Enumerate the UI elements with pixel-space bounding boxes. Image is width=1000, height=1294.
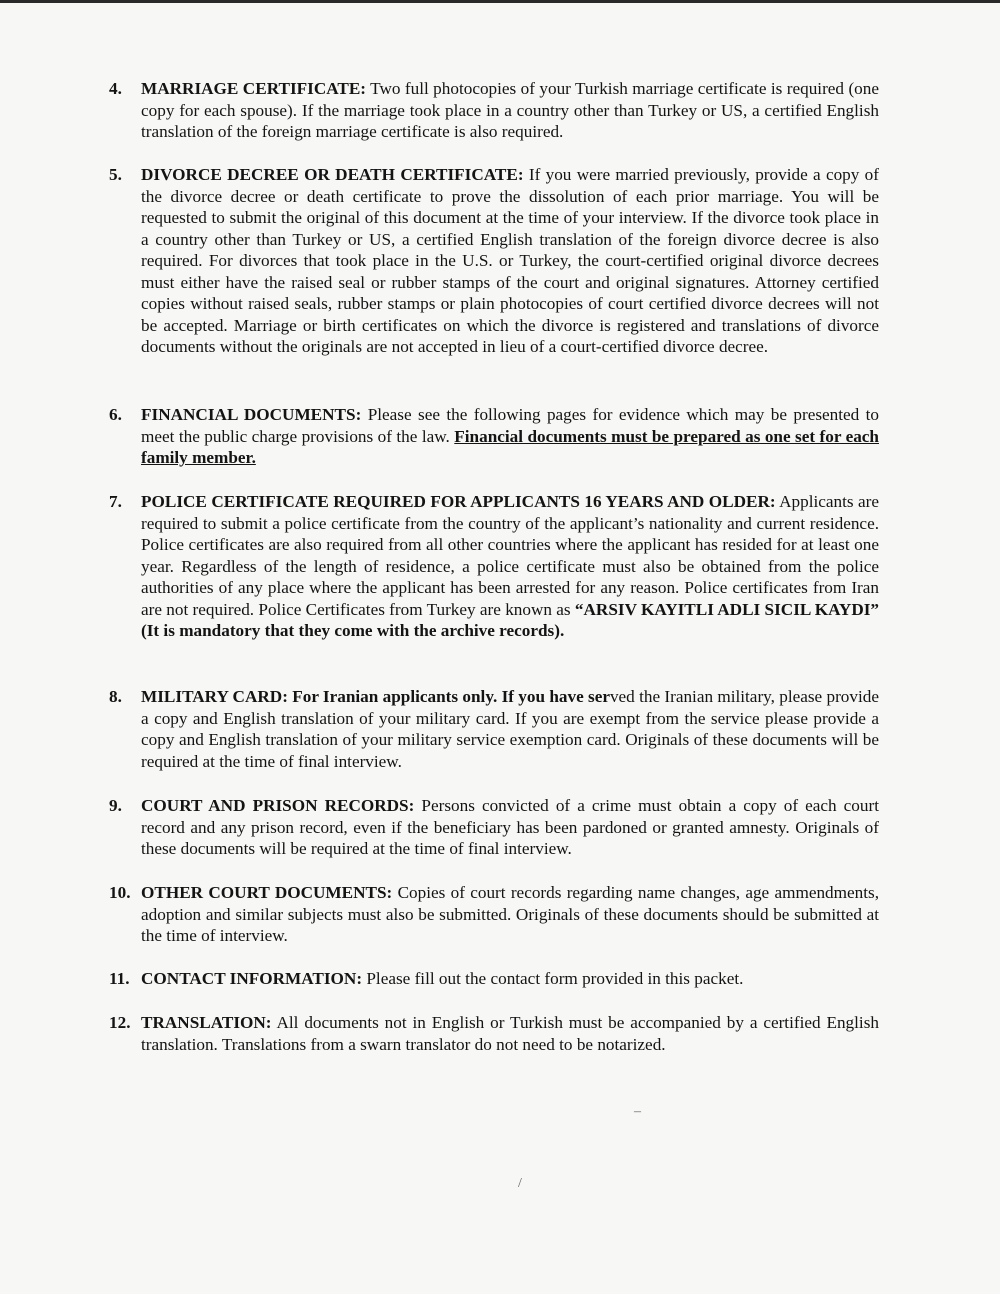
item-text: Two full photocopies of your Turkish marriage certificate is required (one copy for each spouse). If the marriage took place in a country other than Turkey or US, a certified English translation of the foreign marriage certificate is also required.: [141, 79, 879, 141]
list-item-translation: [109, 1012, 879, 1055]
item-heading: DIVORCE DECREE OR DEATH CERTIFICATE:: [141, 165, 524, 184]
item-heading: OTHER COURT DOCUMENTS:: [141, 883, 393, 902]
item-number: 8.: [109, 687, 122, 706]
item-text: Please see the following pages for evidence which may be presented to meet the public charge provisions of the law.: [141, 405, 880, 446]
list-item-divorce-decree: [109, 164, 879, 358]
item-number: 4.: [109, 79, 122, 98]
item-number: 12.: [109, 1013, 131, 1032]
item-text: ved the Iranian military, please provide a copy and English translation of your military card. If you are exempt from the service please provide a copy and English translation of your military service exemption card. Originals of these documents will be required at the time of final interview.: [141, 687, 879, 771]
item-text: If you were married previously, provide a copy of the divorce decree or death certificate to prove the dissolution of each prior marriage. You will be requested to submit the original of this document at the time of your interview. If the divorce took place in a country other than Turkey or US, a certified English translation of the foreign divorce decree is also required. For divorces that took place in the U.S. or Turkey, the court-certified original divorce decrees must either have the raised seal or rubber stamps of the court and original signatures. Attorney certified copies without raised seals, rubber stamps or plain photocopies of court certified divorce decrees will not be accepted. Marriage or birth certificates on which the divorce is registered and translations of divorce documents without the originals are not accepted in lieu of a court-certified divorce decree.: [141, 165, 879, 356]
item-number: 9.: [109, 796, 122, 815]
item-number: 5.: [109, 165, 122, 184]
page-top-edge: [0, 0, 1000, 3]
item-emphasis: “ARSIV KAYITLI ADLI SICIL KAYDI” (It is mandatory that they come with the archive records).: [141, 599, 880, 640]
item-text: Applicants are required to submit a police certificate from the country of the applicant’s nationality and current residence. Police certificates are also required from all other countries where the applicant has resided for at least one year. Regardless of the length of residence, a police certificate must also be obtained from the police authorities of any place where the applicant has been arrested for any reason. Police certificates from Iran are not required. Police Certificates from Turkey are known as: [141, 492, 879, 619]
list-item-other-court-documents: [109, 882, 879, 947]
list-item-court-prison-records: [109, 795, 879, 860]
item-heading: COURT AND PRISON RECORDS:: [141, 796, 415, 815]
item-heading: POLICE CERTIFICATE REQUIRED FOR APPLICANTS 16 YEARS AND OLDER:: [141, 492, 776, 511]
item-text: Please fill out the contact form provided in this packet.: [366, 969, 744, 988]
scan-mark: /: [518, 1176, 522, 1191]
item-text: Copies of court records regarding name changes, age ammendments, adoption and similar subjects must also be submitted. Originals of these documents should be submitted at the time of interview.: [141, 883, 880, 945]
scan-mark: –: [634, 1104, 641, 1119]
item-number: 10.: [109, 883, 131, 902]
list-item-contact-information: [109, 968, 879, 990]
item-heading: MILITARY CARD: For Iranian applicants only. If you have ser: [141, 687, 610, 706]
item-heading: MARRIAGE CERTIFICATE:: [141, 79, 367, 98]
list-item-marriage-certificate: [109, 78, 879, 143]
item-number: 6.: [109, 405, 122, 424]
list-item-financial-documents: [109, 404, 879, 469]
item-emphasis: Financial documents must be prepared as one set for each family member.: [141, 426, 879, 467]
item-text: Persons convicted of a crime must obtain a copy of each court record and any prison record, even if the beneficiary has been pardoned or granted amnesty. Originals of these documents will be required at the time of final interview.: [141, 796, 879, 858]
item-text: All documents not in English or Turkish must be accompanied by a certified English translation. Translations from a swarn translator do not need to be notarized.: [141, 1013, 879, 1054]
list-item-military-card: [109, 686, 879, 772]
list-item-police-certificate: [109, 491, 879, 642]
item-heading: FINANCIAL DOCUMENTS:: [141, 405, 362, 424]
item-number: 11.: [109, 969, 130, 988]
item-number: 7.: [109, 492, 122, 511]
item-heading: CONTACT INFORMATION:: [141, 969, 363, 988]
item-heading: TRANSLATION:: [141, 1013, 272, 1032]
